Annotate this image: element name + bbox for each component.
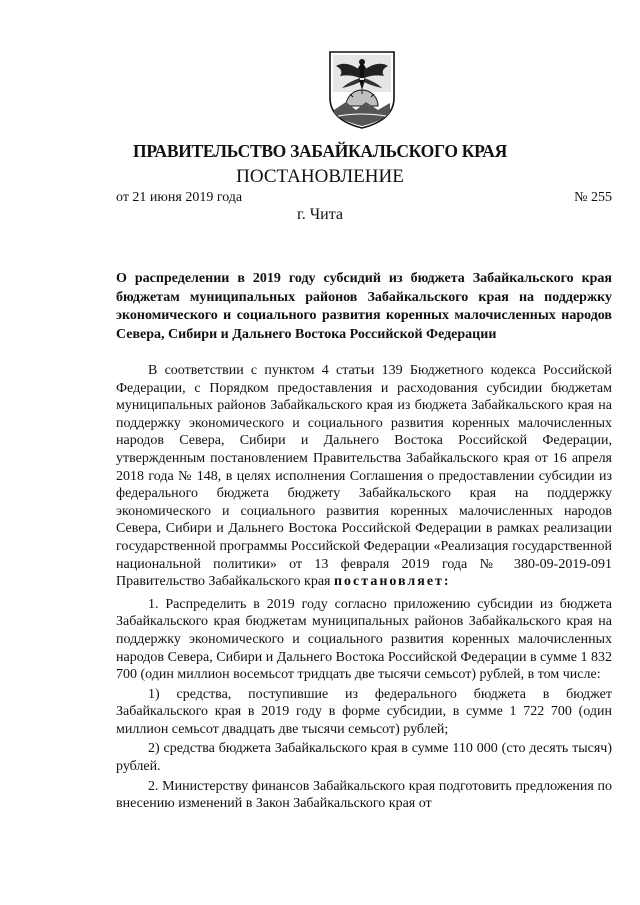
document-number: № 255: [574, 190, 612, 205]
document-date: от 21 июня 2019 года: [116, 190, 243, 205]
item-2-paragraph: 2. Министерству финансов Забайкальского края подготовить предложения по внесению изменений в Закон Забайкальского края от: [116, 778, 612, 812]
organization-title: ПРАВИТЕЛЬСТВО ЗАБАЙКАЛЬСКОГО КРАЯ: [133, 141, 507, 161]
document-title: О распределении в 2019 году субсидий из бюджета Забайкальского края бюджетам муниципальных районов Забайкальского края на поддержку экономического и социального развития коренных малочисленных народов Севера, Сибири и Дальнего Востока Российской Федерации: [116, 271, 612, 342]
document-type: ПОСТАНОВЛЕНИЕ: [236, 166, 404, 187]
item-1-paragraph: 1. Распределить в 2019 году согласно приложению субсидии из бюджета Забайкальского края бюджетам муниципальных районов Забайкальского края на поддержку экономического и социального развития коренных малочисленных народов Севера, Сибири и Дальнего Востока Российской Федерации в сумме 1 832 700 (один миллион восемьсот тридцать две тысячи семьсот) рублей, в том числе:: [116, 596, 612, 683]
coat-of-arms-icon: [326, 48, 398, 130]
decree-word: постановляет:: [333, 574, 451, 590]
preamble-paragraph: [116, 362, 612, 591]
preamble-text: В соответствии с пунктом 4 статьи 139 Бюджетного кодекса Российской Федерации, с Порядком предоставления и расходования субсидии бюджетам муниципальных районов Забайкальского края из бюджета Забайкальского края на поддержку экономического и социального развития коренных малочисленных народов Севера, Сибири и Дальнего Востока Российской Федерации, утвержденным постановлением Правительства Забайкальского края от 16 апреля 2018 года № 148, в целях исполнения Соглашения о предоставлении субсидии из федерального бюджета бюджету Забайкальского края на поддержку экономического и социального развития коренных малочисленных народов Севера, Сибири и Дальнего Востока Российской Федерации в рамках реализации государственной программы Российской Федерации «Реализация государственной национальной политики» от 13 февраля 2019 года № 380-09-2019-091 Правительство Забайкальского края: [116, 363, 612, 590]
subitem-1-paragraph: 1) средства, поступившие из федерального бюджета в бюджет Забайкальского края в 2019 году в форме субсидии, в сумме 1 722 700 (один миллион семьсот двадцать две тысячи семьсот) рублей;: [116, 686, 612, 737]
document-body: [116, 362, 612, 815]
document-city: г. Чита: [296, 206, 343, 223]
subitem-2-paragraph: 2) средства бюджета Забайкальского края в сумме 110 000 (сто десять тысяч) рублей.: [116, 741, 612, 775]
